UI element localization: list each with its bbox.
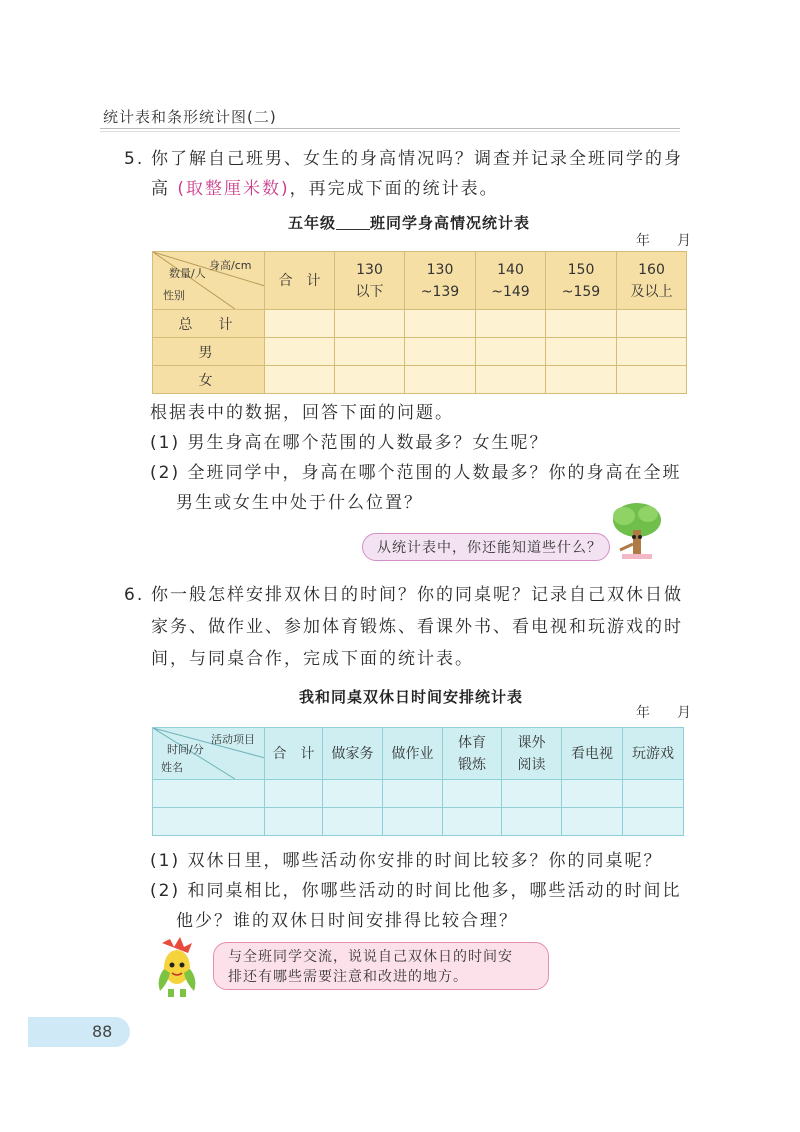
- table-cell: [546, 310, 617, 338]
- table2-title: 我和同桌双休日时间安排统计表: [299, 688, 524, 706]
- table-cell: [335, 366, 405, 394]
- table-cell: [617, 338, 687, 366]
- q6-bubble-line2: 排还有哪些需要注意和改进的地方。: [228, 969, 468, 985]
- table-cell: [265, 338, 335, 366]
- table-cell: [265, 780, 323, 808]
- row-total-label: 总 计: [153, 310, 265, 338]
- table-cell: [405, 338, 476, 366]
- corner-height-label: 身高/cm: [209, 259, 252, 272]
- table-cell: [562, 808, 623, 836]
- table1-title-grade: 五年级: [288, 214, 337, 232]
- table-cell: [617, 310, 687, 338]
- table-cell: [443, 808, 502, 836]
- col-total: 合 计: [265, 252, 335, 310]
- corner-activity-label: 活动项目: [211, 733, 255, 746]
- table-cell: [335, 338, 405, 366]
- q5-sub2-line2: 男生或女生中处于什么位置？: [176, 493, 423, 513]
- table1-date: [636, 230, 692, 250]
- table-cell: [617, 366, 687, 394]
- col-below-130: 130 以下: [335, 252, 405, 310]
- table1-year: 年: [636, 233, 651, 249]
- table-cell: [153, 808, 265, 836]
- table1-title: [288, 212, 530, 233]
- page-number: 88: [92, 1022, 113, 1041]
- col-reading: 课外 阅读: [502, 728, 562, 780]
- corner-name-label: 姓名: [161, 761, 183, 774]
- corner-time-label: 时间/分: [167, 743, 204, 756]
- q5-sub2-line1: (2) 全班同学中，身高在哪个范围的人数最多？你的身高在全班: [150, 463, 682, 483]
- running-title: 统计表和条形统计图(二): [103, 108, 277, 126]
- table-cell: [476, 366, 546, 394]
- col-homework: 做作业: [383, 728, 443, 780]
- table-cell: [265, 808, 323, 836]
- table-cell: [335, 310, 405, 338]
- corner-count-label: 数量/人: [169, 267, 206, 280]
- table-cell: [562, 780, 623, 808]
- table1-month: 月: [677, 233, 692, 249]
- header-rule: [100, 128, 680, 129]
- table2-year: 年: [636, 705, 651, 721]
- table-cell: [546, 338, 617, 366]
- table-cell: [323, 780, 383, 808]
- table-cell: [502, 808, 562, 836]
- col-tv: 看电视: [562, 728, 623, 780]
- table-cell: [443, 780, 502, 808]
- weekend-table-corner: [153, 728, 265, 780]
- page-number-tab: [28, 1017, 130, 1047]
- col-160-above: 160 及以上: [617, 252, 687, 310]
- table-cell: [265, 366, 335, 394]
- height-table-corner: [153, 252, 265, 310]
- table1-title-rest: 班同学身高情况统计表: [370, 214, 531, 232]
- table-row: [153, 366, 687, 394]
- q6-sub2-line2: 他少？谁的双休日时间安排得比较合理？: [176, 911, 518, 931]
- col-150-159: 150 ~159: [546, 252, 617, 310]
- table-cell: [265, 310, 335, 338]
- corn-mascot-icon: [146, 935, 208, 999]
- table2-month: 月: [677, 705, 692, 721]
- col-exercise: 体育 锻炼: [443, 728, 502, 780]
- q6-bubble-line1: 与全班同学交流，说说自己双休日的时间安: [228, 949, 513, 965]
- table-cell: [405, 310, 476, 338]
- tree-mascot-icon: [606, 500, 664, 562]
- table-row: [153, 808, 684, 836]
- row-female-label: 女: [153, 366, 265, 394]
- header-rule-secondary: [100, 131, 680, 132]
- q6-speech-bubble: [213, 942, 549, 990]
- q5-line2: [151, 174, 499, 204]
- q6-line3: 间，与同桌合作，完成下面的统计表。: [151, 649, 474, 669]
- row-male-label: 男: [153, 338, 265, 366]
- table-cell: [383, 780, 443, 808]
- table-cell: [405, 366, 476, 394]
- table2-date: [636, 702, 692, 722]
- table-cell: [546, 366, 617, 394]
- table-cell: [323, 808, 383, 836]
- table-cell: [502, 780, 562, 808]
- q6-sub1: (1) 双休日里，哪些活动你安排的时间比较多？你的同桌呢？: [150, 851, 663, 871]
- class-blank: [336, 215, 370, 230]
- corner-gender-label: 性别: [163, 289, 185, 302]
- table-cell: [153, 780, 265, 808]
- col-total: 合 计: [265, 728, 323, 780]
- height-table-header: [153, 252, 687, 310]
- table-cell: [383, 808, 443, 836]
- table-row: [153, 338, 687, 366]
- q6-line2: 家务、做作业、参加体育锻炼、看课外书、看电视和玩游戏的时: [151, 617, 683, 637]
- q5-line1: 你了解自己班男、女生的身高情况吗？调查并记录全班同学的身: [151, 149, 683, 169]
- q6-sub2-line1: (2) 和同桌相比，你哪些活动的时间比他多，哪些活动的时间比: [150, 881, 682, 901]
- col-130-139: 130 ~139: [405, 252, 476, 310]
- col-games: 玩游戏: [623, 728, 684, 780]
- table-cell: [623, 808, 684, 836]
- table-cell: [623, 780, 684, 808]
- table-row: [153, 780, 684, 808]
- height-table: [152, 251, 687, 394]
- col-housework: 做家务: [323, 728, 383, 780]
- q5-intro: 根据表中的数据，回答下面的问题。: [150, 403, 454, 423]
- q5-line2-start: 高: [151, 179, 170, 199]
- table-cell: [476, 310, 546, 338]
- q5-speech-bubble: 从统计表中，你还能知道些什么？: [362, 533, 610, 561]
- col-140-149: 140 ~149: [476, 252, 546, 310]
- q5-number: 5.: [124, 149, 145, 169]
- q5-line2-end: ，再完成下面的统计表。: [289, 179, 499, 199]
- weekend-time-table: [152, 727, 684, 836]
- q6-number: 6.: [124, 585, 145, 605]
- table-cell: [476, 338, 546, 366]
- q5-highlight: (取整厘米数): [177, 179, 290, 199]
- table-row: [153, 310, 687, 338]
- weekend-table-header: [153, 728, 684, 780]
- q5-sub1: (1) 男生身高在哪个范围的人数最多？女生呢？: [150, 433, 549, 453]
- q6-line1: 你一般怎样安排双休日的时间？你的同桌呢？记录自己双休日做: [151, 585, 683, 605]
